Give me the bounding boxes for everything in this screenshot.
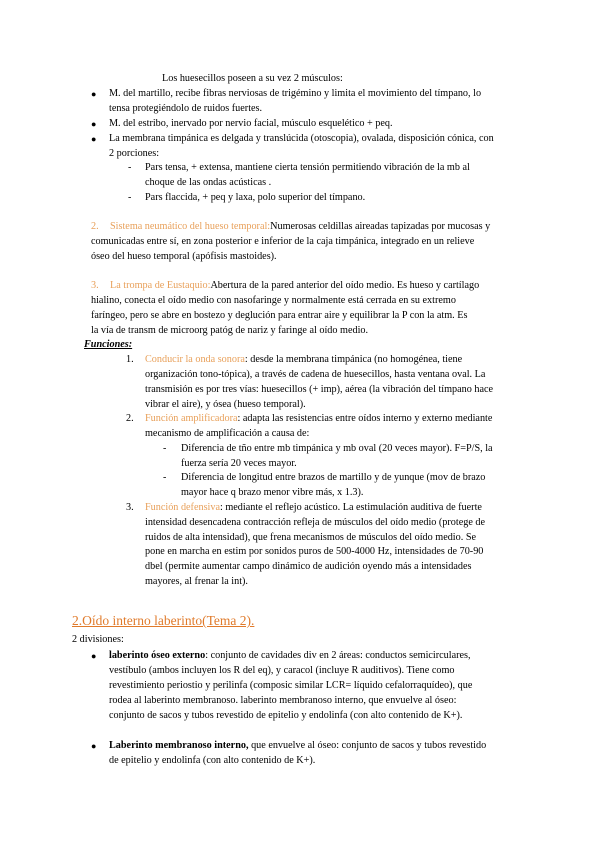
- item-3-text: la vía de transm de microorg patóg de nariz y faringe al oído medio.: [91, 325, 369, 336]
- dash-marker: -: [163, 443, 167, 454]
- lab-1-bold: laberinto óseo externo: [109, 650, 206, 661]
- func-1-title: Conducir la onda sonora: [145, 354, 245, 365]
- item-3-line: [110, 279, 479, 294]
- dash-marker: -: [128, 162, 132, 173]
- bullet-text: M. del martillo, recibe fibras nerviosas de trigémino y limita el movimiento del tímpano, lo: [109, 88, 482, 99]
- bullet-text: 2 porciones:: [109, 148, 160, 159]
- item-3-text: hialino, conecta el oído medio con nasofaringe y normalmente está cerrada en su extremo: [91, 295, 456, 306]
- funciones-heading: Funciones:: [84, 339, 133, 350]
- item-number: 2.: [91, 221, 99, 232]
- item-2-text: Numerosas celdillas aireadas tapizadas por mucosas y: [270, 221, 491, 232]
- lab-1-text: rodea al laberinto membranoso. laberinto membranoso interno, que envuelve al óseo:: [109, 695, 457, 706]
- bullet-icon: ●: [91, 741, 97, 751]
- bullet-icon: ●: [91, 651, 97, 661]
- lab-2-line: [109, 739, 486, 754]
- func-number: 2.: [126, 413, 134, 424]
- func-1-line: [145, 353, 462, 368]
- func-3-text: ruidos de alta intensidad), que frena mecanismos de músculos del oído medio. Se: [145, 532, 477, 543]
- item-2-text: óseo del hueso temporal (apófisis mastoides).: [91, 251, 277, 262]
- dash-text: choque de las ondas acústicas .: [145, 177, 272, 188]
- item-2-text: comunicadas entre sí, en zona posterior e inferior de la caja timpánica, integrado en un relieve: [91, 236, 475, 247]
- func-3-text: dbel (permite aumentar campo dinámico de audición oyendo más a intensidades: [145, 561, 472, 572]
- bullet-text: La membrana timpánica es delgada y translúcida (otoscopia), ovalada, disposición cónica, con: [109, 133, 494, 144]
- lab-2-bold: Laberinto membranoso interno,: [109, 740, 249, 751]
- func-number: 3.: [126, 502, 134, 513]
- func-3-text: : mediante el reflejo acústico. La estimulación auditiva de fuerte: [219, 502, 482, 513]
- item-number: 3.: [91, 280, 99, 291]
- func-3-text: pone en marcha en estim por sonidos puros de 500-4000 Hz, intensidades de 70-90: [145, 546, 484, 557]
- divisiones-label: 2 divisiones:: [72, 634, 124, 645]
- lab-2-text: de epitelio y endolinfa (con alto contenido de K+).: [109, 755, 316, 766]
- func-1-text: organización tono-tópica), a través de cadena de huesecillos, hasta ventana oval. La: [145, 369, 486, 380]
- func-2-text: mecanismo de amplificación a causa de:: [145, 428, 310, 439]
- func-2-dash-text: Diferencia de longitud entre brazos de martillo y de yunque (mov de brazo: [181, 472, 486, 483]
- lab-1-line: [109, 649, 471, 664]
- dash-text: Pars tensa, + extensa, mantiene cierta tensión permitiendo vibración de la mb al: [145, 162, 470, 173]
- bullet-icon: ●: [91, 134, 97, 144]
- lab-2-text: que envuelve al óseo: conjunto de sacos y tubos revestido: [248, 740, 487, 751]
- lab-1-text: revestimiento periostio y perilinfa (composic similar LCR= líquido cefalorraquídeo), que: [109, 680, 473, 691]
- func-3-text: mayores, al frenar la int).: [145, 576, 248, 587]
- item-2-title: Sistema neumático del hueso temporal:: [110, 221, 271, 232]
- section-2-title: 2.Oído interno laberinto(Tema 2).: [72, 613, 255, 628]
- func-2-title: Función amplificadora: [145, 413, 238, 424]
- dash-marker: -: [163, 472, 167, 483]
- func-3-title: Función defensiva: [145, 502, 220, 513]
- item-3-text: Abertura de la pared anterior del oído medio. Es hueso y cartílago: [210, 280, 480, 291]
- func-1-text: vibrar el aire), y ósea (hueso temporal).: [145, 399, 306, 410]
- func-2-dash-text: mayor hace q brazo menor vibre más, x 1.3).: [181, 487, 364, 498]
- bullet-text: M. del estribo, inervado por nervio facial, músculo esquelético + peq.: [109, 118, 393, 129]
- func-1-text: : desde la membrana timpánica (no homogénea, tiene: [244, 354, 463, 365]
- item-3-title: La trompa de Eustaquio:: [110, 280, 211, 291]
- bullet-icon: ●: [91, 119, 97, 129]
- item-3-text: faríngeo, pero se abre en bostezo y deglución para entrar aire y equilibrar la P con la atm. Es: [91, 310, 468, 321]
- item-2-line: [110, 220, 490, 235]
- func-2-dash-text: fuerza sería 20 veces mayor.: [181, 458, 297, 469]
- func-3-text: intensidad desencadena contracción refleja de músculos del oído medio (protege de: [145, 517, 486, 528]
- func-2-line: [145, 412, 492, 427]
- dash-text: Pars flaccida, + peq y laxa, polo superior del tímpano.: [145, 192, 366, 203]
- func-2-dash-text: Diferencia de tño entre mb timpánica y mb oval (20 veces mayor). F=P/S, la: [181, 443, 493, 454]
- func-2-text: : adapta las resistencias entre oídos interno y externo mediante: [237, 413, 493, 424]
- func-number: 1.: [126, 354, 134, 365]
- bullet-text: tensa protegiéndolo de ruidos fuertes.: [109, 103, 263, 114]
- lab-1-text: conjunto de sacos y tubos revestido de epitelio y endolinfa (con alto contenido de K+).: [109, 710, 463, 721]
- func-3-line: [145, 501, 482, 516]
- dash-marker: -: [128, 192, 132, 203]
- lab-1-text: vestíbulo (ambos incluyen los R del eq), y caracol (incluye R auditivos). Tiene como: [109, 665, 455, 676]
- intro-line: Los huesecillos poseen a su vez 2 músculos:: [162, 73, 343, 84]
- lab-1-text: : conjunto de cavidades div en 2 áreas: conductos semicirculares,: [205, 650, 471, 661]
- bullet-icon: ●: [91, 89, 97, 99]
- func-1-text: transmisión es por tres vías: huesecillos (+ imp), aérea (la vibración del tímpano hace: [145, 384, 494, 395]
